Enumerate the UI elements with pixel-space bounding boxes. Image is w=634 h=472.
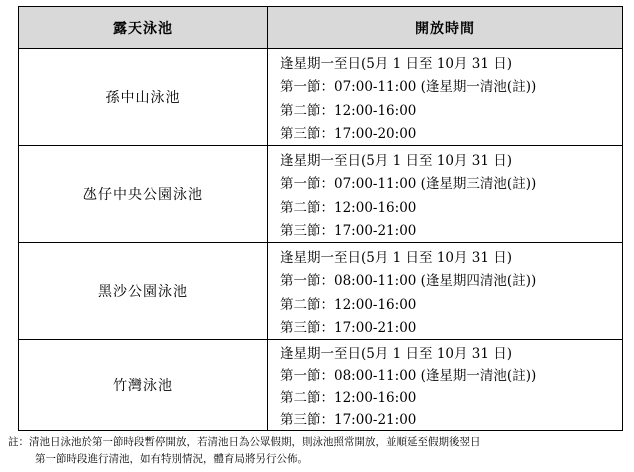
pool-name: 氹仔中央公園泳池 bbox=[19, 146, 268, 242]
hours-line: 第一節：07:00-11:00 (逢星期三清池(註)) bbox=[280, 176, 537, 193]
opening-hours-table bbox=[18, 6, 623, 431]
hours-line: 第二節：12:00-16:00 bbox=[280, 296, 417, 313]
hours-line: 第二節：12:00-16:00 bbox=[280, 102, 417, 119]
hours-line: 逢星期一至日(5月 1 日至 10月 31 日) bbox=[280, 249, 513, 266]
pool-name: 黑沙公園泳池 bbox=[19, 243, 268, 339]
table-row bbox=[19, 49, 622, 146]
hours-line: 第三節：17:00-21:00 bbox=[280, 320, 417, 337]
hours-line: 第一節：08:00-11:00 (逢星期一清池(註)) bbox=[280, 368, 537, 384]
hours-line: 第二節：12:00-16:00 bbox=[280, 390, 417, 406]
hours-line: 逢星期一至日(5月 1 日至 10月 31 日) bbox=[280, 55, 513, 72]
table-header-row bbox=[19, 7, 622, 49]
footnote bbox=[8, 434, 630, 468]
header-hours: 開放時間 bbox=[415, 20, 475, 37]
pool-name: 孫中山泳池 bbox=[19, 49, 268, 145]
table-row bbox=[19, 340, 622, 430]
header-pool: 露天泳池 bbox=[19, 7, 268, 48]
hours-line: 逢星期一至日(5月 1 日至 10月 31 日) bbox=[280, 346, 513, 362]
table-row bbox=[19, 243, 622, 340]
hours-cell bbox=[268, 146, 622, 242]
hours-line: 第一節：08:00-11:00 (逢星期四清池(註)) bbox=[280, 273, 537, 290]
hours-line: 第一節：07:00-11:00 (逢星期一清池(註)) bbox=[280, 79, 537, 96]
footnote-line-2: 第一節時段進行清池，如有特別情況，體育局將另行公佈。 bbox=[35, 453, 308, 465]
hours-cell bbox=[268, 49, 622, 145]
hours-line: 第三節：17:00-21:00 bbox=[280, 223, 417, 240]
hours-cell bbox=[268, 243, 622, 339]
pool-name: 竹灣泳池 bbox=[19, 340, 268, 430]
hours-line: 逢星期一至日(5月 1 日至 10月 31 日) bbox=[280, 152, 513, 169]
footnote-line-1: 註：清池日泳池於第一節時段暫停開放，若清池日為公眾假期，則泳池照常開放，並順延至假期後翌日 bbox=[8, 436, 481, 448]
table-row bbox=[19, 146, 622, 243]
hours-line: 第三節：17:00-21:00 bbox=[280, 412, 417, 428]
hours-line: 第二節：12:00-16:00 bbox=[280, 199, 417, 216]
hours-line: 第三節：17:00-20:00 bbox=[280, 126, 417, 143]
hours-cell bbox=[268, 340, 622, 430]
